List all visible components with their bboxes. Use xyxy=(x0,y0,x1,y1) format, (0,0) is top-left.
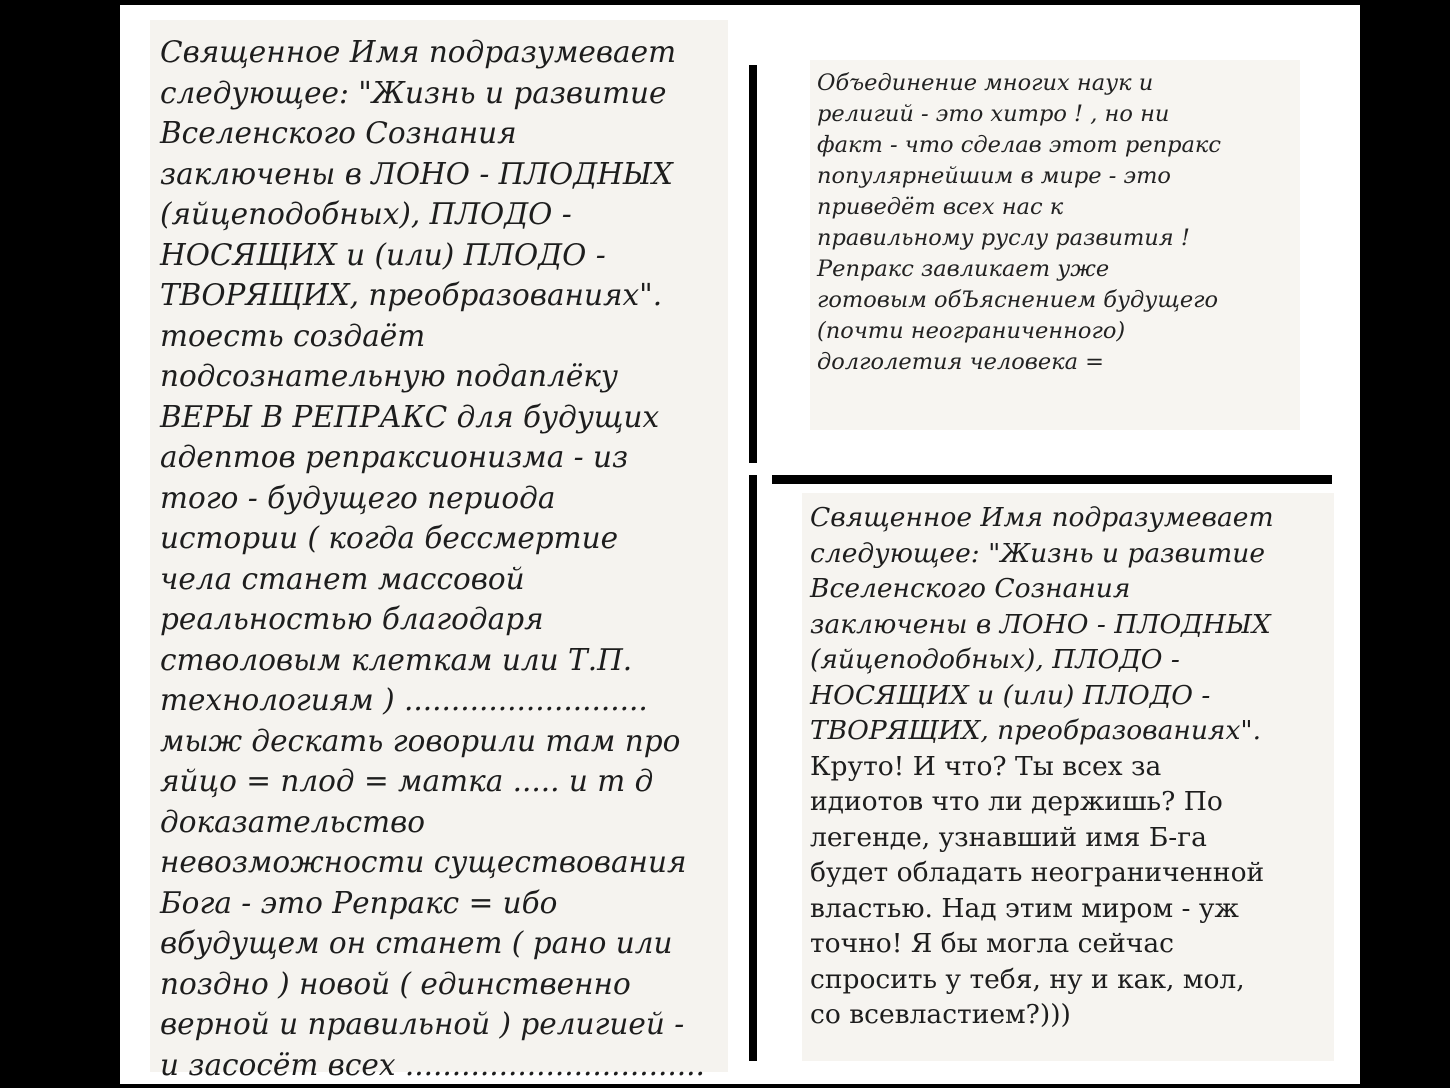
image-canvas xyxy=(120,5,1360,1084)
left-post-panel xyxy=(150,20,728,1082)
bottom-right-quote-text: Священное Имя подразумевает следующее: "Жизнь и развитие Вселенского Сознания заключены в ЛОНО - ПЛОДНЫХ (яйцеподобных), ПЛОДО - НОСЯЩИХ и (или) ПЛОДО - ТВОРЯЩИХ, преобразованиях". xyxy=(810,502,1274,746)
horizontal-divider xyxy=(772,475,1332,484)
vertical-divider-top xyxy=(749,65,757,463)
bottom-right-reply-text: Круто! И что? Ты всех за идиотов что ли держишь? По легенде, узнавший имя Б-га будет обладать неограниченной властью. Над этим миром - уж точно! Я бы могла сейчас спросить у тебя, ну и как, мол, со всевластием?))) xyxy=(810,750,1265,1030)
left-post-text: Священное Имя подразумевает следующее: "Жизнь и развитие Вселенского Сознания заключены в ЛОНО - ПЛОДНЫХ (яйцеподобных), ПЛОДО - НОСЯЩИХ и (или) ПЛОДО - ТВОРЯЩИХ, преобразованиях". тоесть создаёт подсознательную подаплёку ВЕРЫ В РЕПРАКС для будущих адептов репраксионизма - из того - будущего периода истории ( когда бессмертие чела станет массовой реальностью благодаря стволовым клеткам или Т.П. технологиям ) .......................... мыж дескать говорили там про яйцо = плод = матка ..... и т д доказательство невозможности существования Бога - это Репракс = ибо вбудущем он станет ( рано или поздно ) новой ( единственно верной и правильной ) религией - и засосёт всех ................................ xyxy=(160,35,705,1082)
top-right-post-text: Объединение многих наук и религий - это хитро ! , но ни факт - что сделав этот репракс популярнейшим в мире - это приведёт всех нас к правильному руслу развития ! Репракс завликает уже готовым обЪяснением будущего (почти неограниченного) долголетия человека = xyxy=(817,70,1221,375)
vertical-divider-bottom xyxy=(749,475,757,1061)
top-right-post-panel xyxy=(810,60,1300,430)
bottom-right-post-panel xyxy=(802,493,1334,1061)
